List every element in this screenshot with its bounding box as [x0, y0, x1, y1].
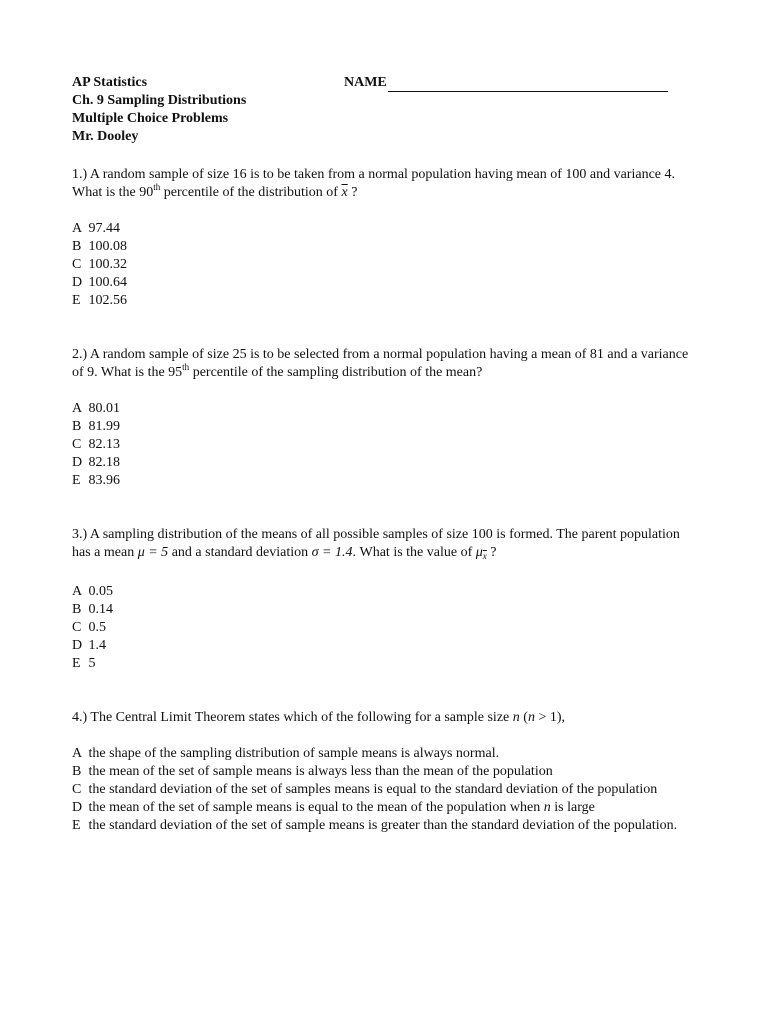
- question-2-options: [72, 400, 696, 490]
- option-d: D 1.4: [72, 638, 106, 653]
- worksheet-header: [72, 74, 696, 146]
- option-c: C 82.13: [72, 437, 120, 452]
- mu-xbar-symbol: $\mu_{\overline{x}}$: [475, 545, 487, 561]
- course-title: AP Statistics: [72, 75, 148, 90]
- name-field: [344, 74, 668, 92]
- option-a: A 97.44: [72, 221, 120, 236]
- option-e: E the standard deviation of the set of sample means is greater than the standard deviation of the population.: [72, 818, 678, 833]
- option-b: B the mean of the set of sample means is always less than the mean of the population: [72, 764, 553, 779]
- option-a: A the shape of the sampling distribution of sample means is always normal.: [72, 746, 500, 761]
- mu-equation: μ = 5: [137, 545, 169, 560]
- teacher-name: Mr. Dooley: [72, 129, 139, 144]
- option-d: D 82.18: [72, 455, 120, 470]
- worksheet-page: [72, 74, 696, 835]
- question-3-text: 3.) A sampling distribution of the means of all possible samples of size 100 is formed. The parent population has a mean μ = 5 and a standard deviation σ = 1.4. What is the value of $\mu_{\overline{x}}$ ?: [72, 527, 680, 561]
- question-2: [72, 346, 696, 490]
- question-3: [72, 526, 696, 673]
- option-c: C the standard deviation of the set of samples means is equal to the standard deviation of the population: [72, 782, 658, 797]
- option-c: C 100.32: [72, 257, 127, 272]
- question-4-options: [72, 745, 696, 835]
- question-1-text: 1.) A random sample of size 16 is to be taken from a normal population having mean of 100 and variance 4. What is the 90th percentile of the distribution of $\overline{x}$ ?: [72, 167, 676, 200]
- question-2-text: 2.) A random sample of size 25 is to be selected from a normal population having a mean of 81 and a variance of 9. What is the 95th percentile of the sampling distribution of the mean?: [72, 347, 689, 380]
- option-b: B 100.08: [72, 239, 127, 254]
- name-label: NAME: [344, 75, 387, 90]
- option-b: B 81.99: [72, 419, 120, 434]
- chapter-title: Ch. 9 Sampling Distributions: [72, 93, 247, 108]
- question-3-options: [72, 583, 696, 673]
- worksheet-subtitle: Multiple Choice Problems: [72, 111, 229, 126]
- option-a: A 80.01: [72, 401, 120, 416]
- option-e: E 102.56: [72, 293, 127, 308]
- option-c: C 0.5: [72, 620, 106, 635]
- question-4: [72, 709, 696, 835]
- question-1-options: [72, 220, 696, 310]
- option-d: D the mean of the set of sample means is equal to the mean of the population when n is large: [72, 800, 595, 815]
- x-bar-symbol: $\overline{x}$: [341, 185, 348, 200]
- option-e: E 5: [72, 656, 96, 671]
- option-a: A 0.05: [72, 584, 113, 599]
- sigma-equation: σ = 1.4: [311, 545, 353, 560]
- question-1: [72, 166, 696, 310]
- question-4-text: 4.) The Central Limit Theorem states which of the following for a sample size n (n > 1),: [72, 710, 565, 725]
- option-e: E 83.96: [72, 473, 120, 488]
- option-d: D 100.64: [72, 275, 127, 290]
- option-b: B 0.14: [72, 602, 113, 617]
- name-blank-line: [388, 77, 668, 92]
